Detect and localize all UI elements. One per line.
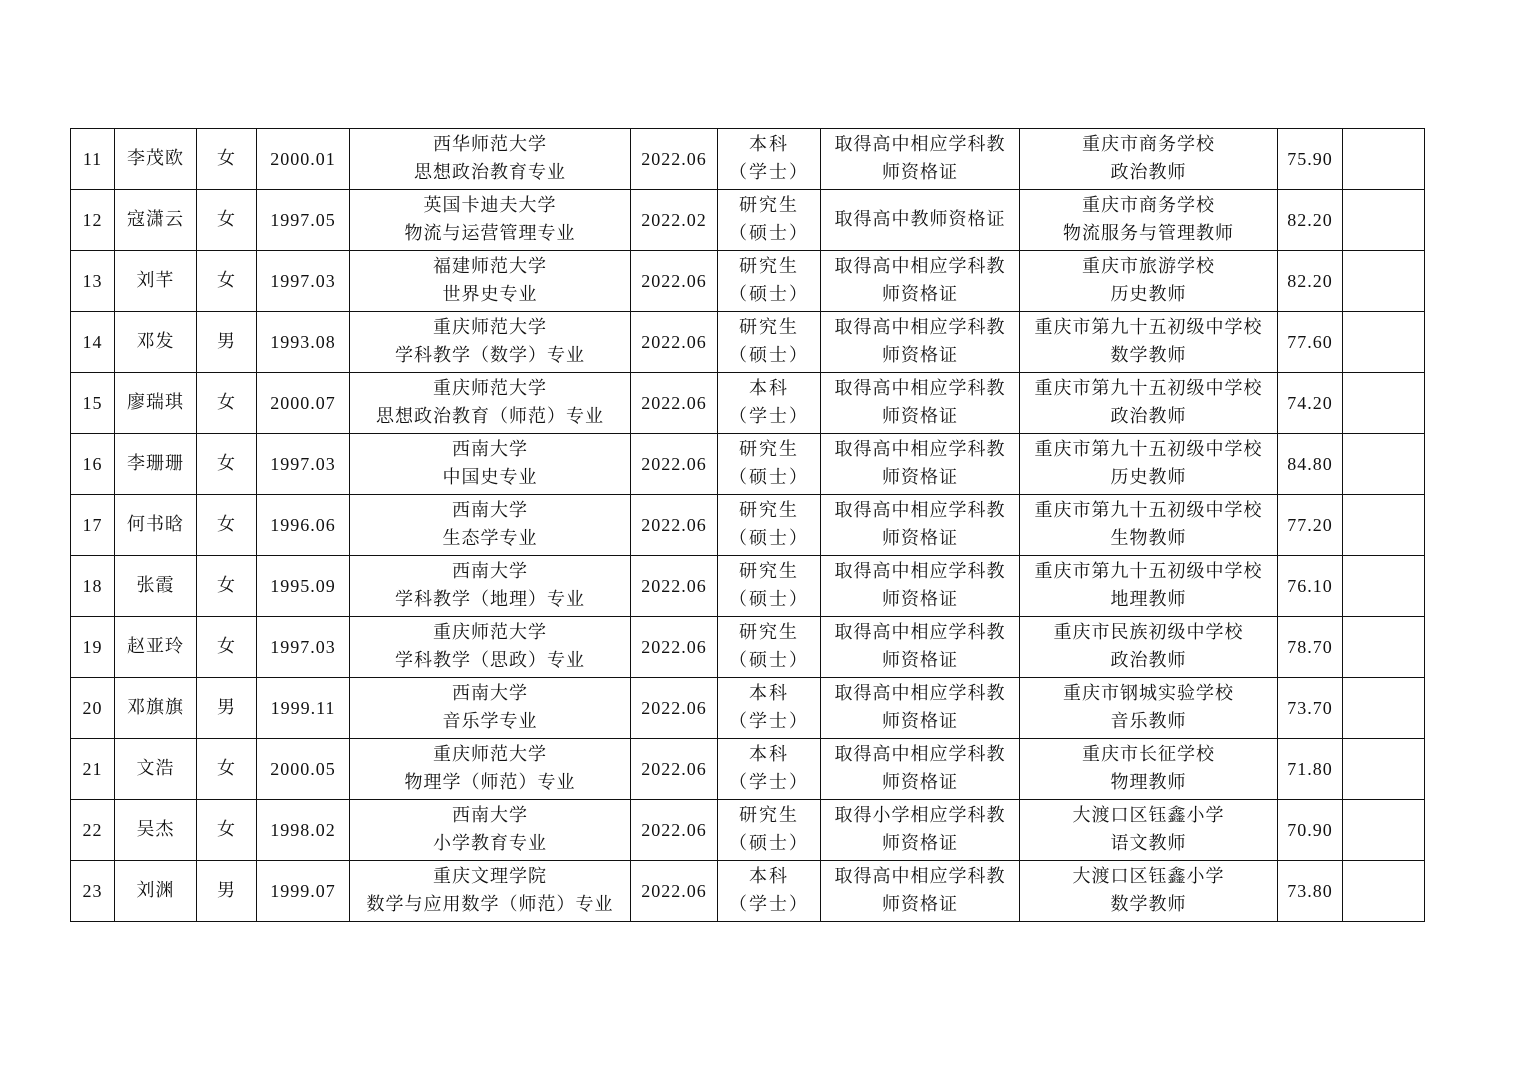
- cell-name: 廖瑞琪: [115, 373, 197, 434]
- cell-degree-line-2: （硕士）: [729, 345, 809, 366]
- cell-education: [350, 556, 631, 617]
- cell-remark: [1343, 739, 1425, 800]
- cell-certificate: [821, 739, 1020, 800]
- cell-birth-date: 1995.09: [257, 556, 350, 617]
- cell-number: 21: [71, 739, 115, 800]
- cell-number: 23: [71, 861, 115, 922]
- cell-gender: 女: [197, 739, 257, 800]
- cell-birth-date: 1997.03: [257, 434, 350, 495]
- cell-certificate: [821, 617, 1020, 678]
- cell-certificate-line-1: 取得高中相应学科教: [834, 500, 1006, 521]
- cell-position-line-1: 重庆市第九十五初级中学校: [1034, 439, 1263, 460]
- cell-position-line-2: 语文教师: [1110, 833, 1187, 854]
- cell-graduation-date: 2022.06: [631, 678, 718, 739]
- cell-degree: [718, 800, 821, 861]
- cell-position-line-1: 重庆市第九十五初级中学校: [1034, 500, 1263, 521]
- cell-score: 73.70: [1278, 678, 1343, 739]
- cell-education-line-1: 重庆文理学院: [433, 866, 547, 887]
- cell-education-line-1: 重庆师范大学: [433, 317, 547, 338]
- cell-certificate-line-1: 取得高中相应学科教: [834, 744, 1006, 765]
- cell-education-line-2: 小学教育专业: [433, 833, 547, 854]
- cell-degree-line-1: 研究生: [739, 439, 799, 460]
- cell-education: [350, 190, 631, 251]
- cell-name: 吴杰: [115, 800, 197, 861]
- cell-number: 18: [71, 556, 115, 617]
- cell-education: [350, 678, 631, 739]
- cell-position-line-1: 重庆市民族初级中学校: [1053, 622, 1244, 643]
- cell-certificate-line-2: 师资格证: [882, 650, 958, 671]
- table-row: [71, 739, 1425, 800]
- cell-name: 刘芊: [115, 251, 197, 312]
- cell-position: [1020, 251, 1278, 312]
- cell-birth-date: 2000.07: [257, 373, 350, 434]
- cell-degree: [718, 373, 821, 434]
- cell-degree-line-1: 研究生: [739, 622, 799, 643]
- cell-position-line-1: 重庆市长征学校: [1082, 744, 1215, 765]
- cell-position-line-2: 生物教师: [1110, 528, 1187, 549]
- cell-remark: [1343, 617, 1425, 678]
- cell-remark: [1343, 312, 1425, 373]
- cell-degree-line-2: （硕士）: [729, 467, 809, 488]
- cell-degree-line-2: （硕士）: [729, 650, 809, 671]
- cell-certificate-line-2: 师资格证: [882, 772, 958, 793]
- cell-degree-line-1: 本科: [749, 744, 789, 765]
- cell-degree-line-2: （学士）: [729, 772, 809, 793]
- cell-number: 12: [71, 190, 115, 251]
- cell-birth-date: 1998.02: [257, 800, 350, 861]
- cell-position: [1020, 556, 1278, 617]
- cell-education-line-2: 音乐学专业: [442, 711, 538, 732]
- cell-name: 寇潇云: [115, 190, 197, 251]
- cell-education-line-1: 西南大学: [452, 561, 528, 582]
- cell-position: [1020, 312, 1278, 373]
- table-row: [71, 434, 1425, 495]
- cell-degree-line-1: 研究生: [739, 195, 799, 216]
- cell-remark: [1343, 861, 1425, 922]
- cell-education: [350, 373, 631, 434]
- cell-education-line-2: 世界史专业: [442, 284, 538, 305]
- table-row: [71, 495, 1425, 556]
- cell-score: 70.90: [1278, 800, 1343, 861]
- cell-position-line-1: 重庆市第九十五初级中学校: [1034, 378, 1263, 399]
- cell-name: 邓旗旗: [115, 678, 197, 739]
- cell-number: 13: [71, 251, 115, 312]
- cell-education-line-2: 物流与运营管理专业: [404, 223, 576, 244]
- cell-score: 74.20: [1278, 373, 1343, 434]
- cell-birth-date: 2000.01: [257, 129, 350, 190]
- cell-degree: [718, 739, 821, 800]
- cell-certificate: [821, 129, 1020, 190]
- cell-number: 15: [71, 373, 115, 434]
- cell-graduation-date: 2022.06: [631, 434, 718, 495]
- table-row: [71, 129, 1425, 190]
- cell-certificate: [821, 556, 1020, 617]
- cell-gender: 女: [197, 434, 257, 495]
- cell-graduation-date: 2022.06: [631, 495, 718, 556]
- cell-certificate-line-1: 取得高中相应学科教: [834, 134, 1006, 155]
- cell-number: 16: [71, 434, 115, 495]
- cell-degree-line-2: （硕士）: [729, 528, 809, 549]
- cell-degree-line-2: （硕士）: [729, 223, 809, 244]
- cell-graduation-date: 2022.06: [631, 739, 718, 800]
- cell-education-line-1: 重庆师范大学: [433, 622, 547, 643]
- cell-education-line-2: 学科教学（地理）专业: [395, 589, 585, 610]
- cell-certificate-line-1: 取得高中相应学科教: [834, 622, 1006, 643]
- cell-degree: [718, 861, 821, 922]
- cell-remark: [1343, 251, 1425, 312]
- table-body: [71, 129, 1425, 922]
- cell-education-line-2: 学科教学（思政）专业: [395, 650, 585, 671]
- cell-education: [350, 251, 631, 312]
- cell-score: 77.20: [1278, 495, 1343, 556]
- cell-education-line-1: 西华师范大学: [433, 134, 547, 155]
- cell-education-line-2: 中国史专业: [442, 467, 538, 488]
- cell-number: 11: [71, 129, 115, 190]
- cell-score: 73.80: [1278, 861, 1343, 922]
- table-row: [71, 312, 1425, 373]
- cell-number: 19: [71, 617, 115, 678]
- cell-education: [350, 495, 631, 556]
- cell-position-line-1: 大渡口区钰鑫小学: [1072, 805, 1225, 826]
- cell-score: 76.10: [1278, 556, 1343, 617]
- cell-certificate-line-1: 取得高中教师资格证: [834, 209, 1006, 230]
- cell-certificate-line-2: 师资格证: [882, 894, 958, 915]
- cell-remark: [1343, 129, 1425, 190]
- cell-certificate: [821, 190, 1020, 251]
- cell-degree: [718, 312, 821, 373]
- cell-certificate-line-2: 师资格证: [882, 345, 958, 366]
- cell-birth-date: 1997.03: [257, 617, 350, 678]
- cell-position-line-2: 物流服务与管理教师: [1063, 223, 1234, 244]
- cell-degree-line-2: （硕士）: [729, 284, 809, 305]
- cell-education: [350, 739, 631, 800]
- cell-position-line-1: 重庆市第九十五初级中学校: [1034, 317, 1263, 338]
- cell-position: [1020, 434, 1278, 495]
- cell-certificate-line-1: 取得高中相应学科教: [834, 439, 1006, 460]
- cell-remark: [1343, 434, 1425, 495]
- cell-position: [1020, 800, 1278, 861]
- cell-degree-line-2: （学士）: [729, 711, 809, 732]
- cell-gender: 男: [197, 861, 257, 922]
- table-row: [71, 190, 1425, 251]
- cell-position-line-2: 政治教师: [1110, 162, 1187, 183]
- cell-position-line-2: 数学教师: [1110, 894, 1187, 915]
- cell-graduation-date: 2022.02: [631, 190, 718, 251]
- cell-birth-date: 2000.05: [257, 739, 350, 800]
- cell-certificate-line-1: 取得高中相应学科教: [834, 561, 1006, 582]
- cell-position-line-1: 重庆市钢城实验学校: [1063, 683, 1234, 704]
- cell-name: 张霞: [115, 556, 197, 617]
- cell-degree: [718, 190, 821, 251]
- cell-birth-date: 1997.05: [257, 190, 350, 251]
- cell-degree: [718, 434, 821, 495]
- cell-certificate-line-1: 取得高中相应学科教: [834, 866, 1006, 887]
- cell-position: [1020, 373, 1278, 434]
- cell-certificate-line-1: 取得小学相应学科教: [834, 805, 1006, 826]
- cell-graduation-date: 2022.06: [631, 617, 718, 678]
- cell-position-line-2: 政治教师: [1110, 406, 1187, 427]
- cell-birth-date: 1999.11: [257, 678, 350, 739]
- cell-gender: 女: [197, 129, 257, 190]
- cell-birth-date: 1997.03: [257, 251, 350, 312]
- cell-gender: 女: [197, 556, 257, 617]
- cell-birth-date: 1993.08: [257, 312, 350, 373]
- cell-degree: [718, 129, 821, 190]
- cell-position-line-2: 地理教师: [1110, 589, 1187, 610]
- cell-degree-line-2: （学士）: [729, 406, 809, 427]
- cell-degree-line-1: 研究生: [739, 256, 799, 277]
- cell-position-line-2: 历史教师: [1110, 284, 1187, 305]
- cell-certificate-line-1: 取得高中相应学科教: [834, 378, 1006, 399]
- table-row: [71, 678, 1425, 739]
- cell-education-line-1: 福建师范大学: [433, 256, 547, 277]
- cell-name: 文浩: [115, 739, 197, 800]
- cell-number: 20: [71, 678, 115, 739]
- cell-education: [350, 312, 631, 373]
- cell-graduation-date: 2022.06: [631, 129, 718, 190]
- cell-graduation-date: 2022.06: [631, 251, 718, 312]
- cell-certificate-line-2: 师资格证: [882, 406, 958, 427]
- cell-education: [350, 861, 631, 922]
- cell-position: [1020, 739, 1278, 800]
- cell-certificate-line-2: 师资格证: [882, 833, 958, 854]
- cell-certificate-line-2: 师资格证: [882, 711, 958, 732]
- cell-score: 71.80: [1278, 739, 1343, 800]
- cell-education-line-1: 西南大学: [452, 683, 528, 704]
- table-row: [71, 617, 1425, 678]
- cell-certificate: [821, 678, 1020, 739]
- cell-remark: [1343, 556, 1425, 617]
- cell-degree: [718, 251, 821, 312]
- cell-position-line-2: 音乐教师: [1110, 711, 1187, 732]
- cell-education-line-1: 西南大学: [452, 500, 528, 521]
- cell-degree-line-2: （学士）: [729, 162, 809, 183]
- cell-degree: [718, 678, 821, 739]
- cell-degree-line-1: 研究生: [739, 805, 799, 826]
- cell-gender: 女: [197, 251, 257, 312]
- cell-education-line-1: 重庆师范大学: [433, 744, 547, 765]
- cell-education-line-2: 学科教学（数学）专业: [395, 345, 585, 366]
- cell-position: [1020, 617, 1278, 678]
- cell-remark: [1343, 495, 1425, 556]
- cell-name: 邓发: [115, 312, 197, 373]
- cell-position-line-2: 数学教师: [1110, 345, 1187, 366]
- cell-position-line-1: 大渡口区钰鑫小学: [1072, 866, 1225, 887]
- cell-name: 赵亚玲: [115, 617, 197, 678]
- cell-gender: 男: [197, 678, 257, 739]
- cell-certificate: [821, 861, 1020, 922]
- cell-certificate: [821, 373, 1020, 434]
- cell-graduation-date: 2022.06: [631, 800, 718, 861]
- candidate-table: [70, 128, 1425, 922]
- cell-position-line-1: 重庆市商务学校: [1082, 195, 1215, 216]
- cell-education-line-1: 英国卡迪夫大学: [423, 195, 557, 216]
- cell-degree-line-1: 研究生: [739, 317, 799, 338]
- table-row: [71, 251, 1425, 312]
- cell-certificate-line-2: 师资格证: [882, 284, 958, 305]
- cell-position: [1020, 861, 1278, 922]
- cell-remark: [1343, 373, 1425, 434]
- cell-education-line-1: 西南大学: [452, 805, 528, 826]
- document-page: [70, 128, 1424, 922]
- cell-birth-date: 1999.07: [257, 861, 350, 922]
- cell-score: 75.90: [1278, 129, 1343, 190]
- cell-position-line-2: 物理教师: [1110, 772, 1187, 793]
- cell-certificate: [821, 251, 1020, 312]
- cell-certificate-line-1: 取得高中相应学科教: [834, 256, 1006, 277]
- cell-graduation-date: 2022.06: [631, 312, 718, 373]
- cell-number: 14: [71, 312, 115, 373]
- cell-name: 刘渊: [115, 861, 197, 922]
- cell-education-line-2: 物理学（师范）专业: [404, 772, 576, 793]
- cell-education-line-1: 重庆师范大学: [433, 378, 547, 399]
- cell-score: 84.80: [1278, 434, 1343, 495]
- cell-gender: 女: [197, 495, 257, 556]
- table-row: [71, 800, 1425, 861]
- cell-education: [350, 617, 631, 678]
- cell-education-line-2: 数学与应用数学（师范）专业: [366, 894, 614, 915]
- cell-certificate-line-1: 取得高中相应学科教: [834, 683, 1006, 704]
- cell-gender: 女: [197, 373, 257, 434]
- cell-degree: [718, 617, 821, 678]
- cell-name: 李茂欧: [115, 129, 197, 190]
- cell-education: [350, 129, 631, 190]
- cell-name: 何书晗: [115, 495, 197, 556]
- cell-certificate: [821, 800, 1020, 861]
- cell-position-line-1: 重庆市商务学校: [1082, 134, 1215, 155]
- cell-score: 78.70: [1278, 617, 1343, 678]
- cell-score: 82.20: [1278, 251, 1343, 312]
- cell-degree-line-1: 本科: [749, 134, 789, 155]
- cell-number: 17: [71, 495, 115, 556]
- cell-position: [1020, 129, 1278, 190]
- cell-gender: 女: [197, 617, 257, 678]
- cell-degree-line-2: （硕士）: [729, 833, 809, 854]
- cell-degree-line-2: （学士）: [729, 894, 809, 915]
- cell-certificate: [821, 312, 1020, 373]
- cell-degree-line-2: （硕士）: [729, 589, 809, 610]
- cell-remark: [1343, 800, 1425, 861]
- cell-position-line-1: 重庆市旅游学校: [1082, 256, 1215, 277]
- cell-certificate-line-2: 师资格证: [882, 467, 958, 488]
- cell-position-line-2: 政治教师: [1110, 650, 1187, 671]
- cell-degree: [718, 556, 821, 617]
- cell-position: [1020, 190, 1278, 251]
- cell-position: [1020, 495, 1278, 556]
- cell-gender: 女: [197, 800, 257, 861]
- cell-name: 李珊珊: [115, 434, 197, 495]
- cell-education: [350, 800, 631, 861]
- table-row: [71, 556, 1425, 617]
- cell-graduation-date: 2022.06: [631, 556, 718, 617]
- cell-education-line-1: 西南大学: [452, 439, 528, 460]
- cell-position-line-2: 历史教师: [1110, 467, 1187, 488]
- cell-degree-line-1: 本科: [749, 378, 789, 399]
- cell-certificate: [821, 495, 1020, 556]
- cell-number: 22: [71, 800, 115, 861]
- cell-certificate-line-2: 师资格证: [882, 528, 958, 549]
- cell-degree-line-1: 研究生: [739, 561, 799, 582]
- cell-score: 77.60: [1278, 312, 1343, 373]
- cell-degree-line-1: 本科: [749, 866, 789, 887]
- cell-gender: 女: [197, 190, 257, 251]
- cell-remark: [1343, 190, 1425, 251]
- cell-graduation-date: 2022.06: [631, 861, 718, 922]
- cell-birth-date: 1996.06: [257, 495, 350, 556]
- cell-education-line-2: 生态学专业: [442, 528, 538, 549]
- cell-degree-line-1: 本科: [749, 683, 789, 704]
- cell-score: 82.20: [1278, 190, 1343, 251]
- cell-position-line-1: 重庆市第九十五初级中学校: [1034, 561, 1263, 582]
- cell-degree-line-1: 研究生: [739, 500, 799, 521]
- table-row: [71, 861, 1425, 922]
- cell-certificate-line-1: 取得高中相应学科教: [834, 317, 1006, 338]
- cell-position: [1020, 678, 1278, 739]
- cell-gender: 男: [197, 312, 257, 373]
- table-row: [71, 373, 1425, 434]
- cell-education-line-2: 思想政治教育（师范）专业: [376, 406, 604, 427]
- cell-remark: [1343, 678, 1425, 739]
- cell-education: [350, 434, 631, 495]
- cell-certificate: [821, 434, 1020, 495]
- cell-certificate-line-2: 师资格证: [882, 162, 958, 183]
- cell-degree: [718, 495, 821, 556]
- cell-education-line-2: 思想政治教育专业: [414, 162, 566, 183]
- cell-certificate-line-2: 师资格证: [882, 589, 958, 610]
- cell-graduation-date: 2022.06: [631, 373, 718, 434]
